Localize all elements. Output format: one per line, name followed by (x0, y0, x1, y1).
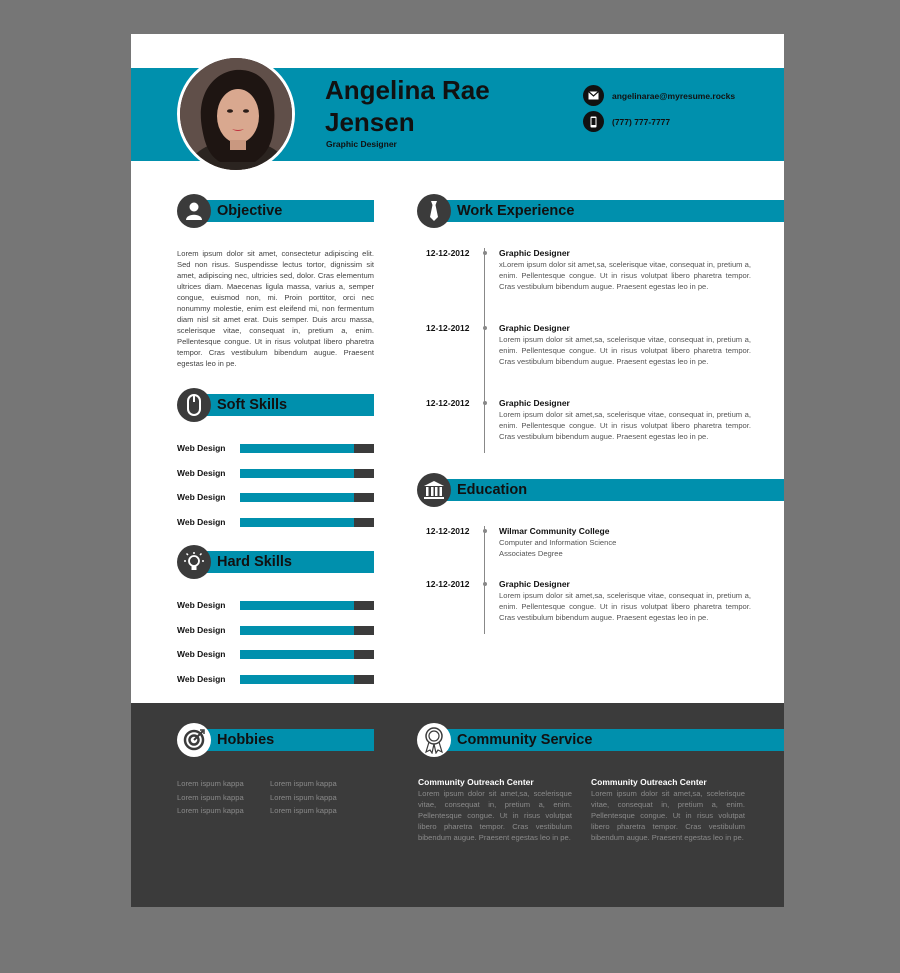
candidate-name (325, 74, 525, 138)
profile-photo (177, 55, 295, 173)
education-timeline-line (484, 526, 485, 634)
hobby-item: Lorem ispum kappa (177, 792, 244, 802)
skill-label: Web Design (177, 600, 226, 610)
hobbies-column-1 (177, 777, 244, 818)
skill-level-bar (240, 675, 374, 684)
skill-label: Web Design (177, 673, 226, 684)
mouse-icon (177, 388, 211, 422)
entry-description: Lorem ipsum dolor sit amet,sa, scelerisque vitae, consequat in, pretium a, enim. Pellentesque congue. Ut in risus volutpat libero pharetra tempor. Cras vestibulum bibendum augue. Praesent egestas leo in pe. (499, 335, 751, 366)
entry-description: Lorem ipsum dolor sit amet,sa, scelerisque vitae, consequat in, pretium a, enim. Pellentesque congue. Ut in risus volutpat libero pharetra tempor. Cras vestibulum bibendum augue. Praesent egestas leo in pe. (499, 410, 751, 441)
entry-date: 12-12-2012 (426, 526, 470, 536)
skill-level-fill (240, 493, 354, 502)
entry-date: 12-12-2012 (426, 398, 470, 408)
email-text: angelinarae@myresume.rocks (612, 90, 736, 101)
lightbulb-icon (177, 545, 211, 579)
entry-title: Graphic Designer (499, 323, 570, 333)
community-entry-1-title: Community Outreach Center (418, 777, 534, 787)
skill-level-fill (240, 601, 354, 610)
skill-row (177, 442, 374, 454)
timeline-entry (499, 526, 751, 559)
skill-row (177, 467, 374, 479)
hobby-item: Lorem ispum kappa (177, 806, 244, 815)
entry-title: Wilmar Community College (499, 526, 610, 536)
skill-label: Web Design (177, 516, 226, 527)
skill-level-bar (240, 650, 374, 659)
entry-date: 12-12-2012 (426, 323, 470, 333)
skill-label: Web Design (177, 443, 226, 453)
timeline-dot (483, 401, 487, 405)
skill-level-fill (240, 469, 354, 478)
soft-skills-title: Soft Skills (217, 397, 288, 413)
target-icon (177, 723, 211, 757)
hobby-item: Lorem ispum kappa (270, 779, 337, 788)
entry-title: Graphic Designer (499, 248, 570, 258)
entry-title: Graphic Designer (499, 579, 570, 589)
education-title: Education (457, 482, 528, 498)
hobbies-column-2 (270, 777, 337, 818)
skill-level-fill (240, 518, 354, 527)
hard-skills-title: Hard Skills (217, 554, 292, 570)
skill-level-fill (240, 650, 354, 659)
skill-row (177, 599, 374, 611)
skill-row (177, 673, 374, 685)
hobby-item: Lorem ispum kappa (270, 792, 337, 802)
award-ribbon-icon (417, 723, 451, 757)
skill-label: Web Design (177, 492, 226, 502)
hobby-item: Lorem ispum kappa (270, 806, 337, 815)
skill-label: Web Design (177, 624, 226, 635)
entry-title: Graphic Designer (499, 398, 570, 408)
skill-label: Web Design (177, 649, 226, 659)
hobbies-title: Hobbies (217, 732, 275, 748)
skill-level-bar (240, 469, 374, 478)
skill-row (177, 624, 374, 636)
name-line-1: Angelina Rae (325, 75, 490, 105)
skill-level-fill (240, 675, 354, 684)
resume-page (131, 34, 784, 907)
entry-detail: Computer and Information Science (499, 538, 617, 547)
skill-level-bar (240, 493, 374, 502)
job-title: Graphic Designer (326, 139, 397, 149)
skill-level-bar (240, 626, 374, 635)
phone-text: (777) 777-7777 (612, 116, 671, 127)
timeline-dot (483, 582, 487, 586)
timeline-entry (499, 323, 751, 367)
skill-level-bar (240, 518, 374, 527)
timeline-dot (483, 251, 487, 255)
community-entry-2-title: Community Outreach Center (591, 777, 707, 787)
timeline-dot (483, 529, 487, 533)
entry-description: Lorem ipsum dolor sit amet,sa, scelerisque vitae, consequat in, pretium a, enim. Pellentesque congue. Ut in risus volutpat libero pharetra tempor. Cras vestibulum bibendum augue. Praesent egestas leo in pe. (499, 591, 751, 622)
skill-row (177, 648, 374, 660)
mobile-phone-icon (583, 111, 604, 132)
community-title: Community Service (457, 732, 593, 748)
skill-row (177, 491, 374, 503)
entry-date: 12-12-2012 (426, 248, 470, 258)
name-line-2: Jensen (325, 107, 415, 137)
objective-title: Objective (217, 203, 283, 219)
objective-text: Lorem ipsum dolor sit amet, consectetur adipiscing elit. Sed non risus. Suspendisse lectus tortor, dignissim sit amet, adipiscing nec, ultricies sed, dolor. Cras elementum ultrices diam. Maecenas ligula massa, varius a, semper congue, euismod non, mi. Proin porttitor, orci nec nonummy molestie, enim est eleifend mi, non fermentum diam nisl sit amet erat. Duis semper. Duis arcu massa, scelerisque vitae, consequat in, pretium a, enim. Pellentesque congue. Ut in risus volutpat libero pharetra tempor. Cras vestibulum bibendum augue. Praesent egestas leo in pe. (177, 249, 374, 368)
community-entry-2-desc: Lorem ipsum dolor sit amet,sa, scelerisque vitae, consequat in, pretium a, enim. Pellentesque congue. Ut in risus volutpat libero pharetra tempor. Cras vestibulum bibendum augue. Praesent egestas leo in pe. (591, 789, 745, 842)
contact-email[interactable] (583, 85, 735, 106)
necktie-icon (417, 194, 451, 228)
work-timeline-line (484, 248, 485, 453)
timeline-entry (499, 398, 751, 442)
timeline-entry (499, 579, 751, 623)
skill-level-fill (240, 626, 354, 635)
contact-phone[interactable] (583, 111, 670, 132)
work-title: Work Experience (457, 203, 575, 219)
timeline-entry (499, 248, 751, 292)
skill-row (177, 516, 374, 528)
hobby-item: Lorem ispum kappa (177, 779, 244, 788)
person-icon (177, 194, 211, 228)
skill-level-bar (240, 601, 374, 610)
envelope-icon (583, 85, 604, 106)
entry-date: 12-12-2012 (426, 579, 470, 589)
skill-label: Web Design (177, 467, 226, 478)
institution-icon (417, 473, 451, 507)
timeline-dot (483, 326, 487, 330)
skill-level-bar (240, 444, 374, 453)
skill-level-fill (240, 444, 354, 453)
entry-description: xLorem ipsum dolor sit amet,sa, scelerisque vitae, consequat in, pretium a, enim. Pellentesque congue. Ut in risus volutpat libero pharetra tempor. Cras vestibulum bibendum augue. Praesent egestas leo in pe. (499, 260, 751, 291)
community-entry-1-desc: Lorem ipsum dolor sit amet,sa, scelerisque vitae, consequat in, pretium a, enim. Pellentesque congue. Ut in risus volutpat libero pharetra tempor. Cras vestibulum bibendum augue. Praesent egestas leo in pe. (418, 789, 572, 842)
entry-detail: Associates Degree (499, 549, 563, 558)
